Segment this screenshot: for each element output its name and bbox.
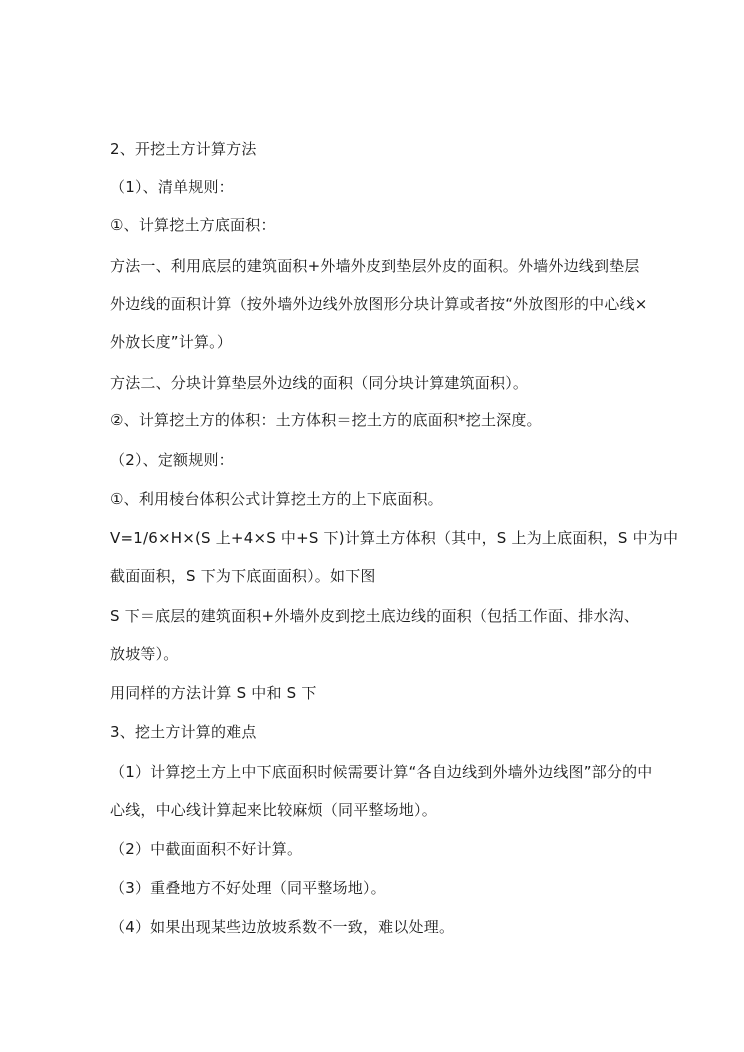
text-line: 外放长度”计算。） [110,333,233,351]
text-line: （2）中截面面积不好计算。 [110,840,303,858]
text-line: 方法一、利用底层的建筑面积+外墙外皮到垫层外皮的面积。外墙外边线到垫层 [110,257,640,275]
item-bottom-area: ①、计算挖土方底面积： [110,216,276,234]
text-line: （1）计算挖土方上中下底面积时候需要计算“各自边线到外墙外边线图”部分的中 [110,763,653,781]
text-line: 截面面积，S 下为下底面面积）。如下图 [110,567,376,585]
subheading-quota-rules: （2）、定额规则： [110,451,234,469]
text-line: 外边线的面积计算（按外墙外边线外放图形分块计算或者按“外放图形的中心线× [110,295,648,313]
formula-line: V=1/6×H×(S 上+4×S 中+S 下)计算土方体积（其中，S 上为上底面积，S 中为中 [110,529,679,547]
text-line: 心线，中心线计算起来比较麻烦（同平整场地）。 [110,801,437,819]
text-line: 用同样的方法计算 S 中和 S 下 [110,684,317,702]
text-line: （4）如果出现某些边放坡系数不一致，难以处理。 [110,918,455,936]
text-line: S 下＝底层的建筑面积+外墙外皮到挖土底边线的面积（包括工作面、排水沟、 [110,607,640,625]
item-volume: ②、计算挖土方的体积：土方体积＝挖土方的底面积*挖土深度。 [110,411,542,429]
text-line: 方法二、分块计算垫层外边线的面积（同分块计算建筑面积）。 [110,374,529,392]
text-line: 放坡等）。 [110,645,179,663]
section-heading-3: 3、挖土方计算的难点 [110,723,257,741]
subheading-bill-rules: （1）、清单规则： [110,178,234,196]
text-line: （3）重叠地方不好处理（同平整场地）。 [110,879,386,897]
section-heading-2: 2、开挖土方计算方法 [110,140,257,158]
item-frustum: ①、利用棱台体积公式计算挖土方的上下底面积。 [110,490,443,508]
